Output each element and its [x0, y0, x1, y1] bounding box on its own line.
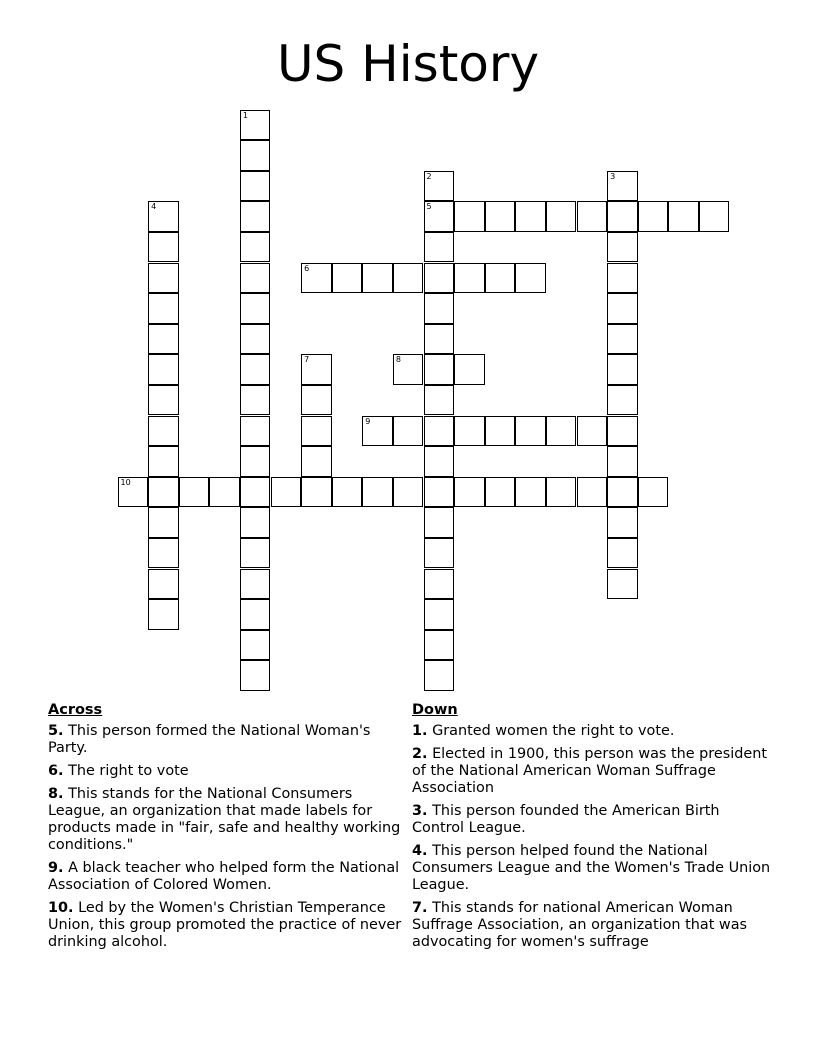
clue-down-2: [412, 746, 772, 797]
grid-cell[interactable]: [148, 293, 179, 324]
clue-number: 8.: [48, 786, 64, 802]
clue-number: 6.: [48, 763, 64, 779]
grid-cell[interactable]: [546, 477, 577, 508]
across-heading: Across: [48, 702, 103, 718]
clue-down-1: [412, 723, 772, 740]
grid-cell[interactable]: [424, 507, 455, 538]
clue-number-label: 8: [395, 355, 401, 365]
clue-number: 5.: [48, 723, 64, 739]
grid-cell[interactable]: [454, 201, 485, 232]
grid-cell[interactable]: [607, 538, 638, 569]
grid-cell[interactable]: [607, 201, 638, 232]
grid-cell[interactable]: [148, 507, 179, 538]
grid-cell[interactable]: [148, 263, 179, 294]
grid-cell[interactable]: [240, 599, 271, 630]
clue-number-label: 2: [426, 171, 432, 181]
clue-number: 9.: [48, 860, 64, 876]
grid-cell[interactable]: [240, 507, 271, 538]
clue-across-9: [48, 860, 406, 894]
grid-cell[interactable]: [362, 477, 393, 508]
grid-cell[interactable]: [607, 569, 638, 600]
grid-cell[interactable]: [424, 599, 455, 630]
grid-cell[interactable]: [424, 416, 455, 447]
grid-cell[interactable]: [240, 385, 271, 416]
grid-cell[interactable]: [454, 477, 485, 508]
clue-text: This person formed the National Woman's Party.: [48, 723, 371, 756]
grid-cell[interactable]: [424, 446, 455, 477]
grid-cell[interactable]: [485, 416, 516, 447]
clue-number: 10.: [48, 900, 74, 916]
grid-cell[interactable]: [424, 660, 455, 691]
puzzle-title: US History: [276, 35, 540, 93]
grid-cell[interactable]: [424, 293, 455, 324]
grid-cell[interactable]: [240, 171, 271, 202]
grid-cell[interactable]: [240, 416, 271, 447]
grid-cell[interactable]: [607, 507, 638, 538]
grid-cell[interactable]: [699, 201, 730, 232]
clue-text: Elected in 1900, this person was the president of the National American Woman Suffrage Association: [412, 746, 768, 796]
grid-cell[interactable]: [148, 569, 179, 600]
grid-cell[interactable]: [240, 630, 271, 661]
clue-number-label: 10: [120, 477, 131, 487]
grid-cell[interactable]: [577, 416, 608, 447]
grid-cell[interactable]: [332, 263, 363, 294]
grid-cell[interactable]: [424, 538, 455, 569]
grid-cell[interactable]: [240, 140, 271, 171]
grid-cell[interactable]: [424, 201, 455, 232]
grid-cell[interactable]: [240, 354, 271, 385]
grid-cell[interactable]: [301, 385, 332, 416]
grid-cell[interactable]: [179, 477, 210, 508]
clue-text: A black teacher who helped form the National Association of Colored Women.: [48, 860, 400, 893]
clue-number-label: 9: [365, 416, 371, 426]
grid-cell[interactable]: [607, 477, 638, 508]
grid-cell[interactable]: [301, 477, 332, 508]
grid-cell[interactable]: [424, 354, 455, 385]
grid-cell[interactable]: [607, 324, 638, 355]
grid-cell[interactable]: [577, 477, 608, 508]
grid-cell[interactable]: [485, 477, 516, 508]
clue-text: Granted women the right to vote.: [432, 723, 675, 739]
grid-cell[interactable]: [515, 201, 546, 232]
grid-cell[interactable]: [424, 477, 455, 508]
grid-cell[interactable]: [424, 324, 455, 355]
grid-cell[interactable]: [424, 385, 455, 416]
grid-cell[interactable]: [515, 416, 546, 447]
grid-cell[interactable]: [638, 477, 669, 508]
grid-cell[interactable]: [148, 385, 179, 416]
grid-cell[interactable]: [332, 477, 363, 508]
grid-cell[interactable]: [607, 293, 638, 324]
grid-cell[interactable]: [240, 324, 271, 355]
clue-text: The right to vote: [68, 763, 189, 779]
clue-number: 2.: [412, 746, 428, 762]
grid-cell[interactable]: [148, 446, 179, 477]
grid-cell[interactable]: [301, 263, 332, 294]
clue-number-label: 7: [304, 355, 310, 365]
grid-cell[interactable]: [240, 446, 271, 477]
grid-cell[interactable]: [301, 446, 332, 477]
grid-cell[interactable]: [424, 569, 455, 600]
clue-number-label: 5: [426, 202, 432, 212]
grid-cell[interactable]: [271, 477, 302, 508]
grid-cell[interactable]: [240, 263, 271, 294]
grid-cell[interactable]: [638, 201, 669, 232]
grid-cell[interactable]: [240, 293, 271, 324]
grid-cell[interactable]: [515, 263, 546, 294]
grid-cell[interactable]: [607, 354, 638, 385]
grid-cell[interactable]: [148, 324, 179, 355]
grid-cell[interactable]: [148, 599, 179, 630]
clue-text: This stands for national American Woman Suffrage Association, an organization that was advocating for women's suffrage: [412, 900, 748, 950]
grid-cell[interactable]: [209, 477, 240, 508]
clue-across-10: [48, 900, 406, 951]
grid-cell[interactable]: [607, 232, 638, 263]
grid-cell[interactable]: [393, 354, 424, 385]
grid-cell[interactable]: [424, 171, 455, 202]
clue-number-label: 1: [242, 110, 248, 120]
clue-text: Led by the Women's Christian Temperance Union, this group promoted the practice of never drinking alcohol.: [48, 900, 402, 950]
clue-text: This person helped found the National Consumers League and the Women's Trade Union League.: [412, 843, 771, 893]
grid-cell[interactable]: [240, 110, 271, 141]
grid-cell[interactable]: [668, 201, 699, 232]
clue-across-6: [48, 763, 406, 780]
clue-down-4: [412, 843, 772, 894]
grid-cell[interactable]: [240, 569, 271, 600]
grid-cell[interactable]: [454, 416, 485, 447]
across-clues: [48, 702, 406, 957]
grid-cell[interactable]: [240, 232, 271, 263]
grid-cell[interactable]: [454, 354, 485, 385]
grid-cell[interactable]: [393, 263, 424, 294]
clue-number: 3.: [412, 803, 428, 819]
grid-cell[interactable]: [485, 263, 516, 294]
grid-cell[interactable]: [424, 263, 455, 294]
grid-cell[interactable]: [240, 477, 271, 508]
grid-cell[interactable]: [607, 385, 638, 416]
grid-cell[interactable]: [393, 416, 424, 447]
grid-cell[interactable]: [607, 416, 638, 447]
grid-cell[interactable]: [607, 263, 638, 294]
down-heading: Down: [412, 702, 458, 718]
clue-text: This stands for the National Consumers League, an organization that made labels for products made in "fair, safe and healthy working conditions.": [48, 786, 401, 853]
grid-cell[interactable]: [240, 201, 271, 232]
grid-cell[interactable]: [424, 232, 455, 263]
grid-cell[interactable]: [148, 477, 179, 508]
clue-down-7: [412, 900, 772, 951]
grid-cell[interactable]: [607, 446, 638, 477]
grid-cell[interactable]: [424, 630, 455, 661]
grid-cell[interactable]: [485, 201, 516, 232]
grid-cell[interactable]: [148, 416, 179, 447]
grid-cell[interactable]: [362, 263, 393, 294]
clue-number: 1.: [412, 723, 428, 739]
grid-cell[interactable]: [240, 538, 271, 569]
clue-number-label: 6: [304, 263, 310, 273]
grid-cell[interactable]: [362, 416, 393, 447]
grid-cell[interactable]: [393, 477, 424, 508]
clue-number-label: 4: [151, 202, 157, 212]
clue-across-8: [48, 786, 406, 854]
clue-across-5: [48, 723, 406, 757]
grid-cell[interactable]: [607, 171, 638, 202]
clue-text: This person founded the American Birth Control League.: [412, 803, 720, 836]
grid-cell[interactable]: [118, 477, 149, 508]
clue-number-label: 3: [610, 171, 616, 181]
grid-cell[interactable]: [148, 232, 179, 263]
grid-cell[interactable]: [546, 416, 577, 447]
grid-cell[interactable]: [148, 538, 179, 569]
grid-cell[interactable]: [454, 263, 485, 294]
grid-cell[interactable]: [301, 416, 332, 447]
grid-cell[interactable]: [515, 477, 546, 508]
clue-number: 7.: [412, 900, 428, 916]
clue-down-3: [412, 803, 772, 837]
grid-cell[interactable]: [148, 201, 179, 232]
grid-cell[interactable]: [240, 660, 271, 691]
grid-cell[interactable]: [148, 354, 179, 385]
down-clues: [412, 702, 772, 957]
grid-cell[interactable]: [577, 201, 608, 232]
grid-cell[interactable]: [546, 201, 577, 232]
clue-number: 4.: [412, 843, 428, 859]
grid-cell[interactable]: [301, 354, 332, 385]
